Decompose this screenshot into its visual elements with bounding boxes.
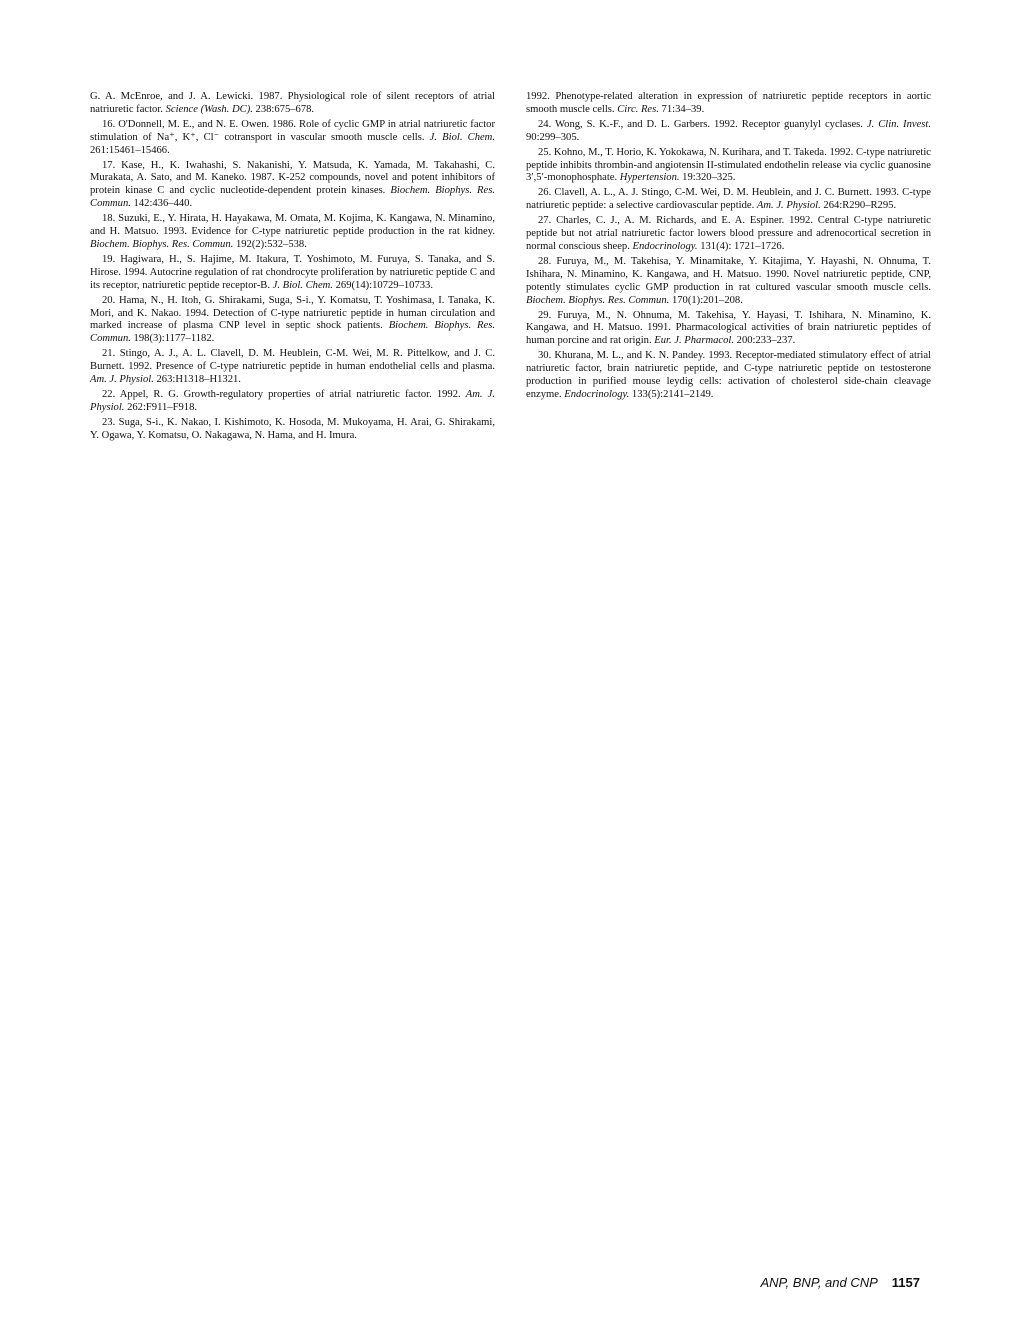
reference-entry: 17. Kase, H., K. Iwahashi, S. Nakanishi, Y. Matsuda, K. Yamada, M. Takahashi, C. Murakata, A. Sato, and M. Kaneko. 1987. K-252 compounds, novel and potent inhibitors of protein kinase C and cyclic nucleotide-dependent protein kinases. Biochem. Biophys. Res. Commun. 142:436–440. xyxy=(90,159,496,210)
reference-entry: 21. Stingo, A. J., A. L. Clavell, D. M. Heublein, C-M. Wei, M. R. Pittelkow, and J. C. Burnett. 1992. Presence of C-type natriuretic peptide in human endothelial cells and plasma. Am. J. Physiol. 263:H1318–H1321. xyxy=(90,348,495,386)
reference-entry: 26. Clavell, A. L., A. J. Stingo, C-M. Wei, D. M. Heublein, and J. C. Burnett. 1993. C-type natriuretic peptide: a selective cardiovascular peptide. Am. J. Physiol. 264:R290–R295. xyxy=(526,187,931,212)
running-title: ANP, BNP, and CNP xyxy=(760,1275,878,1290)
page-number: 1157 xyxy=(891,1275,920,1290)
reference-entry: 27. Charles, C. J., A. M. Richards, and E. A. Espiner. 1992. Central C-type natriuretic peptide but not atrial natriuretic factor lowers blood pressure and adrenocortical secretion in normal conscious sheep. Endocrinology. 131(4): 1721–1726. xyxy=(526,215,931,252)
reference-entry: 19. Hagiwara, H., S. Hajime, M. Itakura, T. Yoshimoto, M. Furuya, S. Tanaka, and S. Hirose. 1994. Autocrine regulation of rat chondrocyte proliferation by natriuretic peptide C and its receptor, natriuretic peptide receptor-B. J. Biol. Chem. 269(14):10729–10733. xyxy=(90,253,495,291)
reference-column-right xyxy=(526,91,931,404)
reference-entry: 20. Hama, N., H. Itoh, G. Shirakami, Suga, S-i., Y. Komatsu, T. Yoshimasa, I. Tanaka, K. Mori, and K. Nakao. 1994. Detection of C-type natriuretic peptide in human circulation and marked increase of plasma CNP level in septic shock patients. Biochem. Biophys. Res. Commun. 198(3):1177–1182. xyxy=(90,294,495,345)
reference-entry: 23. Suga, S-i., K. Nakao, I. Kishimoto, K. Hosoda, M. Mukoyama, H. Arai, G. Shirakami, Y. Ogawa, Y. Komatsu, O. Nakagawa, N. Hama, and H. Imura. xyxy=(90,416,495,441)
reference-entry: 29. Furuya, M., N. Ohnuma, M. Takehisa, Y. Hayasi, T. Ishihara, N. Minamino, K. Kangawa, and H. Matsuo. 1991. Pharmacological activities of brain natriuretic peptides of human porcine and rat origin. Eur. J. Pharmacol. 200:233–237. xyxy=(526,309,931,347)
reference-entry: 25. Kohno, M., T. Horio, K. Yokokawa, N. Kurihara, and T. Takeda. 1992. C-type natriuretic peptide inhibits thrombin-and angiotensin II-stimulated endothelin release via cyclic guanosine 3′,5′-monophosphate. Hypertension. 19:320–325. xyxy=(526,146,931,184)
reference-entry: 22. Appel, R. G. Growth-regulatory properties of atrial natriuretic factor. 1992. Am. J. Physiol. 262:F911–F918. xyxy=(90,388,495,413)
page-footer xyxy=(760,1275,920,1291)
reference-entry: 1992. Phenotype-related alteration in expression of natriuretic peptide receptors in aortic smooth muscle cells. Circ. Res. 71:34–39. xyxy=(526,91,931,115)
reference-entry: G. A. McEnroe, and J. A. Lewicki. 1987. Physiological role of silent receptors of atrial natriuretic factor. Science (Wash. DC). 238:675–678. xyxy=(90,91,495,115)
reference-entry: 16. O'Donnell, M. E., and N. E. Owen. 1986. Role of cyclic GMP in atrial natriuretic factor stimulation of Na⁺, K⁺, Cl⁻ cotransport in vascular smooth muscle cells. J. Biol. Chem. 261:15461–15466. xyxy=(90,118,495,156)
reference-entry: 18. Suzuki, E., Y. Hirata, H. Hayakawa, M. Omata, M. Kojima, K. Kangawa, N. Minamino, and H. Matsuo. 1993. Evidence for C-type natriuretic peptide production in the rat kidney. Biochem. Biophys. Res. Commun. 192(2):532–538. xyxy=(90,213,495,250)
reference-column-left xyxy=(90,91,495,445)
reference-entry: 24. Wong, S. K.-F., and D. L. Garbers. 1992. Receptor guanylyl cyclases. J. Clin. Invest. 90:299–305. xyxy=(526,118,931,143)
reference-entry: 30. Khurana, M. L., and K. N. Pandey. 1993. Receptor-mediated stimulatory effect of atrial natriuretic factor, brain natriuretic peptide, and C-type natriuretic peptide on testosterone production in purified mouse leydig cells: activation of cholesterol side-chain cleavage enzyme. Endocrinology. 133(5):2141–2149. xyxy=(526,350,931,400)
reference-entry: 28. Furuya, M., M. Takehisa, Y. Minamitake, Y. Kitajima, Y. Hayashi, N. Ohnuma, T. Ishihara, N. Minamino, K. Kangawa, and H. Matsuo. 1990. Novel natriuretic peptide, CNP, potently stimulates cyclic GMP production in rat cultured vascular smooth muscle cells. Biochem. Biophys. Res. Commun. 170(1):201–208. xyxy=(526,255,931,306)
